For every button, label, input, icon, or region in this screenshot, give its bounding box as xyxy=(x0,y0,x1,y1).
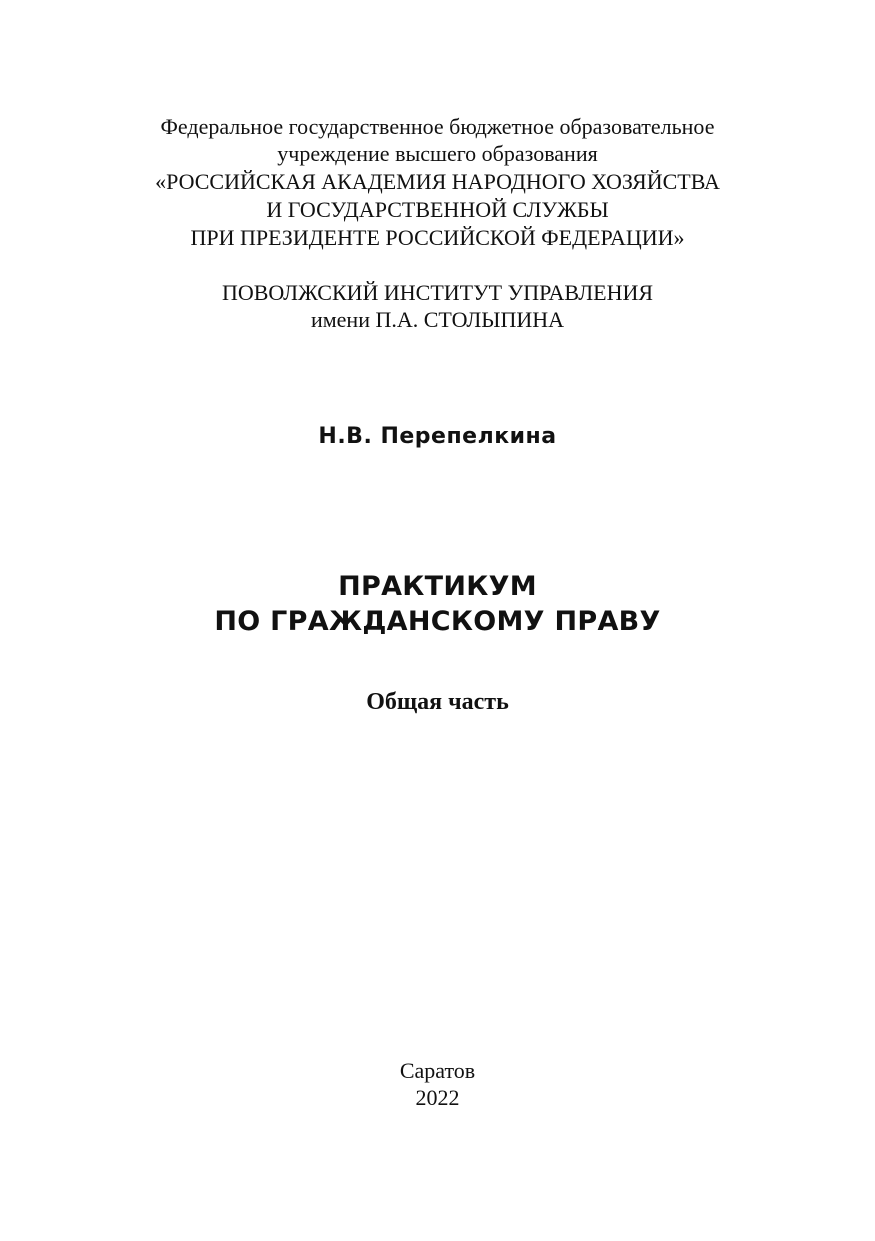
org-line-1: Федеральное государственное бюджетное образовательное xyxy=(160,114,715,139)
org-line-2: учреждение высшего образования xyxy=(277,141,598,166)
year: 2022 xyxy=(415,1085,460,1110)
org-line-5: ПРИ ПРЕЗИДЕНТЕ РОССИЙСКОЙ ФЕДЕРАЦИИ» xyxy=(190,225,685,250)
author-name: Н.В. Перепелкина xyxy=(318,424,557,449)
org-line-3: «РОССИЙСКАЯ АКАДЕМИЯ НАРОДНОГО ХОЗЯЙСТВА xyxy=(155,169,720,194)
subtitle: Общая часть xyxy=(366,689,509,715)
institute-line-1: ПОВОЛЖСКИЙ ИНСТИТУТ УПРАВЛЕНИЯ xyxy=(221,280,654,305)
title-line-2: ПО ГРАЖДАНСКОМУ ПРАВУ xyxy=(214,606,661,637)
title-line-1: ПРАКТИКУМ xyxy=(338,571,537,602)
city: Саратов xyxy=(399,1058,476,1083)
institute-line-2: имени П.А. СТОЛЫПИНА xyxy=(310,307,565,332)
org-line-4: И ГОСУДАРСТВЕННОЙ СЛУЖБЫ xyxy=(266,197,609,222)
